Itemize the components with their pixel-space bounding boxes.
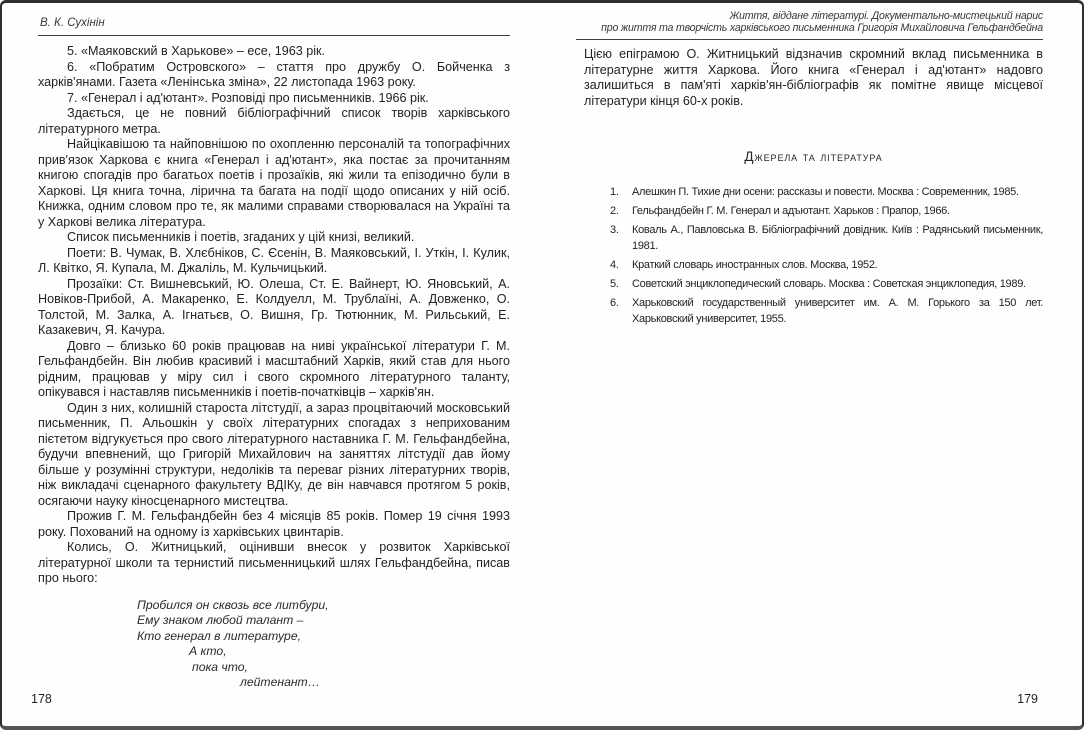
paragraph: Здається, це не повний бібліографічний список творів харківського літературного метра. <box>38 106 510 136</box>
paragraph: Список письменників і поетів, згаданих у цій книзі, великий. <box>67 230 415 244</box>
bibliography-item-text: Гельфандбейн Г. М. Генерал и адъютант. Харьков : Прапор, 1966. <box>632 205 950 218</box>
bibliography-item <box>584 258 1043 274</box>
bibliography-item-text: Советский энциклопедический словарь. Москва : Советская энциклопедия, 1989. <box>632 278 1026 291</box>
running-header-title-line2: про життя та творчість харківського письменника Григорія Михайловича Гельфандбейна <box>601 21 1043 34</box>
page-left <box>38 16 510 691</box>
bibliography-item-number: 5. <box>610 278 619 291</box>
bibliography-item-number: 1. <box>610 186 619 199</box>
running-header-author: В. К. Сухінін <box>40 17 105 29</box>
bibliography-item-number: 6. <box>610 297 619 310</box>
poem-line: лейтенант… <box>240 675 320 690</box>
paragraph: Поети: В. Чумак, В. Хлєбніков, С. Єсенін, В. Маяковський, І. Уткін, І. Кулик, Л. Квітко, Я. Купала, М. Джаліль, М. Кульчицький. <box>38 245 510 275</box>
paragraph: 5. «Маяковский в Харькове» – есе, 1963 рік. <box>67 44 326 58</box>
page-number-right: 179 <box>1017 692 1038 706</box>
bibliography-item-text: Коваль А., Павловська В. Бібліографічний довідник. Київ : Радянський письменник, 1981. <box>632 224 1043 252</box>
bibliography-item-text: Краткий словарь иностранных слов. Москва, 1952. <box>632 259 878 272</box>
bibliography-item <box>584 277 1043 293</box>
epigram-poem <box>137 598 510 692</box>
bibliography-item <box>584 223 1043 254</box>
paragraph: Довго – близько 60 років працював на ниві української літератури Г. М. Гельфандбейн. Він любив красивий і масштабний Харків, який став для нього рідним, працював у міру сил і свого скромного літературного таланту, опікувався і наставляв письменників і поетів-початківців – харків'ян. <box>38 338 510 399</box>
paragraph: Колись, О. Житницький, оцінивши внесок у розвиток Харківської літературної школи та тернистий письменницький шлях Гельфандбейна, писав про нього: <box>38 540 510 585</box>
bibliography-item-number: 4. <box>610 259 619 272</box>
bibliography-item-text: Алешкин П. Тихие дни осени: рассказы и повести. Москва : Современник, 1985. <box>632 186 1019 199</box>
paragraph: 6. «Побратим Островского» – стаття про дружбу О. Бойченка з харків'янами. Газета «Ленінська зміна», 22 листопада 1963 року. <box>38 59 510 89</box>
page-number-left: 178 <box>31 692 52 706</box>
paragraph: Прожив Г. М. Гельфандбейн без 4 місяців 85 років. Помер 19 січня 1993 року. Похований на одному із харківських цвинтарів. <box>38 509 510 539</box>
running-header-right <box>576 11 1043 40</box>
left-page-body <box>38 44 510 587</box>
poem-line: пока что, <box>192 659 248 674</box>
bibliography-item-text: Харьковский государственный университет им. А. М. Горького за 150 лет. Харьковский университет, 1955. <box>632 297 1043 325</box>
running-header-left <box>38 16 510 36</box>
bibliography-item <box>584 296 1043 327</box>
poem-line: Пробился он сквозь все литбури, <box>137 597 329 612</box>
bibliography-item <box>584 204 1043 220</box>
poem-line: А кто, <box>189 644 227 659</box>
bibliography-list <box>584 185 1043 327</box>
paragraph: Найцікавішою та найповнішою по охопленню персоналій та топографічних прив'язок Харкова є книга «Генерал і ад'ютант», яка постає за прочитанням книгою спогадів про багатьох поетів і прозаїків, які жили та епізодично були в Харкові. Ця книга точна, лірична та багата на події щодо описаних у ній осіб. Книжка, одним словом про те, як малими справами створювалася на Україні та у Харкові велика література. <box>38 137 510 229</box>
paragraph: Один з них, колишній староста літстудії, а зараз процвітаючий московський письменник, П. Альошкін у своїх літературних спогадах з неприхованим пієтетом відгукується про свого літературного наставника Г. М. Гельфандбейна, будучи впевнений, що Григорій Михайлович на заняттях літстудії дав йому більше у розумінні структури, недоліків та переваг різних літературних творів, ніж викладачі сценарного факультету ВДІКу, де він навчався протягом 5 років, осягаючи науку кіносценарного мистецтва. <box>38 400 510 508</box>
bibliography-item-number: 3. <box>610 224 619 237</box>
intro-paragraph: Цією епіграмою О. Житницький відзначив скромний вклад письменника в літературне життя Харкова. Його книга «Генерал і ад'ютант» надовго залишиться в пам'яті харків'ян-бібліографів як помітне явище місцевої літератури кінця 60-х років. <box>584 47 1043 108</box>
poem-line: Ему знаком любой талант – <box>137 613 304 628</box>
bibliography-item-number: 2. <box>610 205 619 218</box>
running-header-title-line1: Життя, віддане літературі. Документально-мистецький нарис <box>729 10 1043 22</box>
paragraph: 7. «Генерал і ад'ютант». Розповіді про письменників. 1966 рік. <box>67 90 429 105</box>
poem-line: Кто генерал в литературе, <box>137 628 301 643</box>
paragraph: Прозаїки: Ст. Вишневський, Ю. Олеша, Ст. Е. Вайнерт, Ю. Яновський, А. Новіков-Прибой, А. Макаренко, Е. Колдуелл, М. Трублаїні, А. Довженко, О. Толстой, М. Залка, А. Ігнатьєв, О. Вишня, Гр. Тютюнник, М. Рильський, Е. Казакевич, Я. Качура. <box>38 276 510 337</box>
bibliography-item <box>584 185 1043 201</box>
page-right <box>584 11 1043 331</box>
section-title-sources: Джерела та література <box>744 149 883 165</box>
